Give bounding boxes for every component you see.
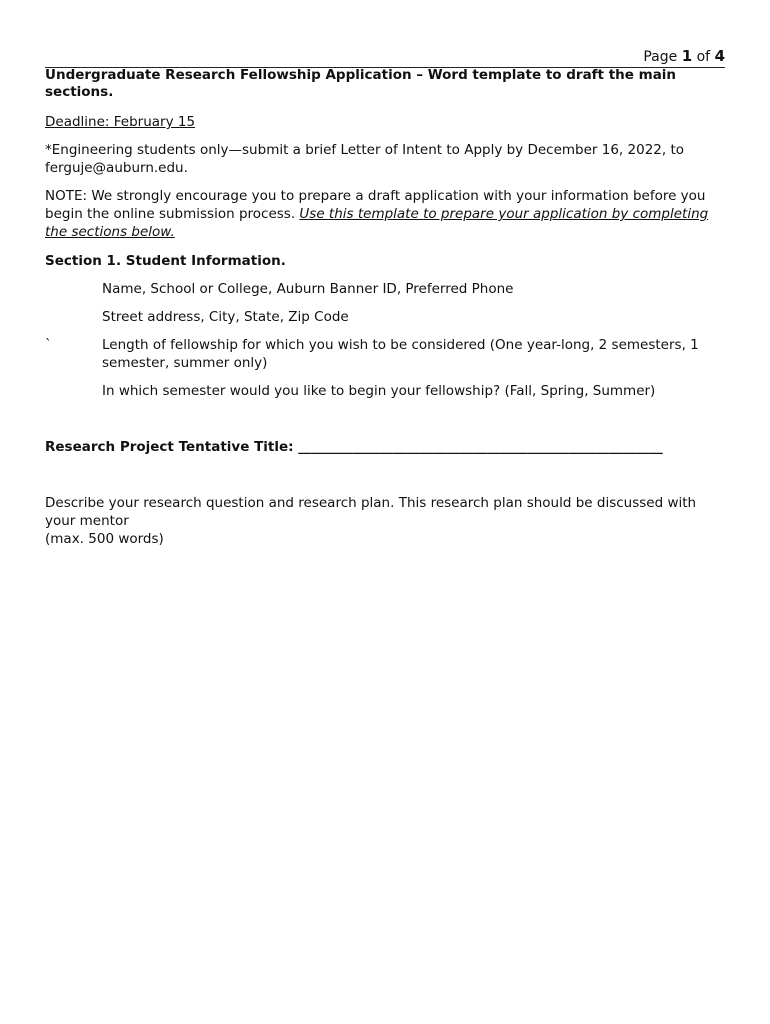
list-item <box>45 382 725 400</box>
note-paragraph <box>45 187 725 241</box>
list-item-text: In which semester would you like to begin your fellowship? (Fall, Spring, Summer) <box>102 383 656 399</box>
list-item-text: Street address, City, State, Zip Code <box>102 309 349 325</box>
page-number: 1 <box>681 47 693 65</box>
section1-heading: Section 1. Student Information. <box>45 253 286 269</box>
list-item <box>45 308 725 326</box>
max-words-note: (max. 500 words) <box>45 531 164 547</box>
note-lead: NOTE: We strongly encourage you to prepare a draft application with your information before you begin the online submission process. <box>45 188 706 222</box>
list-item <box>45 280 725 298</box>
document-body <box>45 67 725 548</box>
describe-prompt: Describe your research question and research plan. This research plan should be discussed with your mentor <box>45 495 697 529</box>
list-item-mark <box>45 308 102 326</box>
project-title-field[interactable]: Research Project Tentative Title: ______________________________________________________ <box>45 439 663 455</box>
page-total: 4 <box>714 47 725 65</box>
list-item <box>45 336 725 372</box>
list-item-mark <box>45 382 102 400</box>
page-header <box>45 46 725 68</box>
engineering-note: *Engineering students only—submit a brief Letter of Intent to Apply by December 16, 2022, to ferguje@auburn.edu. <box>45 142 685 176</box>
page-word: Page <box>643 49 678 65</box>
note-emphasis: Use this template to prepare your application by completing the sections below. <box>45 206 709 240</box>
list-item-mark: ` <box>45 337 52 353</box>
list-item-mark <box>45 280 102 298</box>
list-item-text: Length of fellowship for which you wish to be considered (One year-long, 2 semesters, 1 semester, summer only) <box>102 337 699 371</box>
deadline-text: Deadline: February 15 <box>45 114 196 130</box>
deadline-line <box>45 113 725 131</box>
list-item-text: Name, School or College, Auburn Banner ID, Preferred Phone <box>102 281 514 297</box>
of-word: of <box>696 49 711 65</box>
document-title: Undergraduate Research Fellowship Application – Word template to draft the main sections. <box>45 67 677 100</box>
